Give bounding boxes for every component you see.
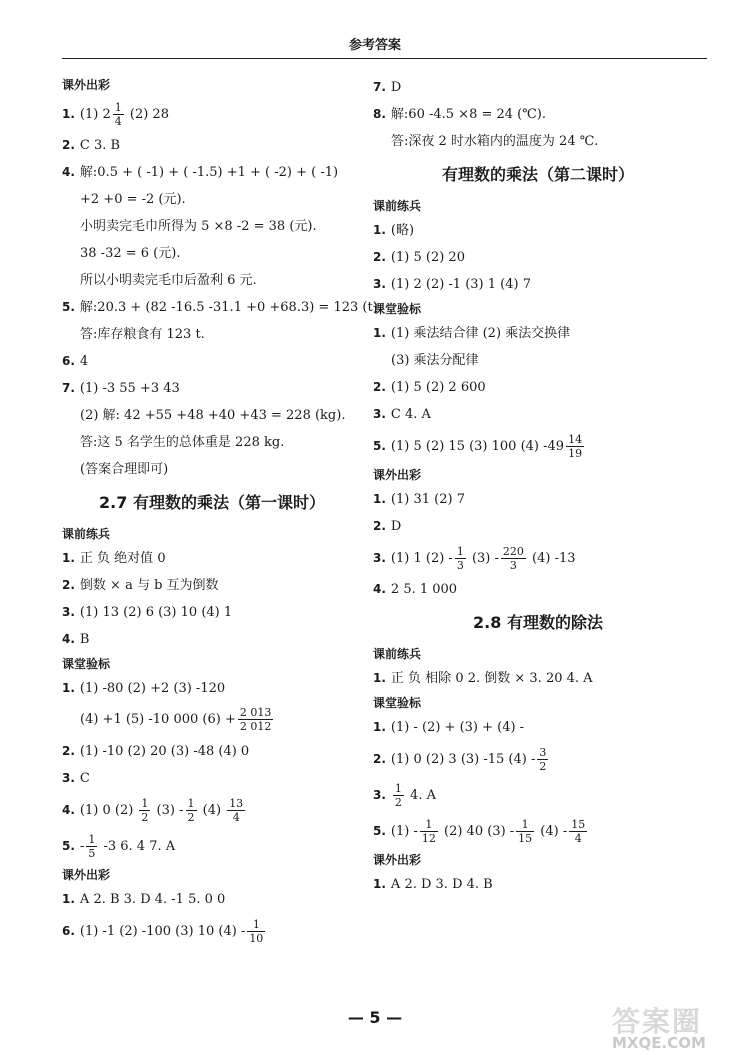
answer-line	[373, 813, 703, 849]
answer-text: (1) -	[390, 824, 418, 839]
fraction-numerator: 1	[456, 545, 464, 558]
item-number: 1.	[373, 877, 386, 891]
item-number: 5.	[62, 300, 75, 314]
answer-text: (1) -1 (2) -100 (3) 10 (4) -	[79, 924, 246, 939]
fraction-denominator: 19	[568, 447, 583, 460]
item-number: 1.	[373, 492, 386, 506]
fraction-numerator: 1	[88, 833, 96, 846]
fraction	[186, 797, 197, 824]
item-number: 5.	[62, 839, 75, 853]
item-number: 5.	[373, 439, 386, 453]
section-title: 课堂验标	[373, 302, 422, 316]
answer-text: (4)	[198, 803, 226, 818]
item-number: 3.	[373, 277, 386, 291]
fraction-numerator: 220	[502, 545, 524, 558]
item-number: 7.	[62, 381, 75, 395]
answer-text: (4) +1 (5) -10 000 (6) +	[80, 712, 236, 727]
section-title: 课外出彩	[373, 853, 422, 867]
fraction	[247, 918, 265, 945]
fraction-denominator: 2	[394, 796, 402, 809]
item-number: 1.	[62, 107, 75, 121]
fraction-numerator: 1	[425, 818, 433, 831]
item-number: 1.	[62, 892, 75, 906]
fraction-denominator: 3	[501, 558, 526, 572]
answer-text: 正 负 相除 0 2. 倒数 × 3. 20 4. A	[390, 671, 593, 686]
answer-text: A 2. B 3. D 4. -1 5. 0 0	[79, 892, 226, 907]
section-title: 课前练兵	[373, 199, 422, 213]
answer-line	[62, 96, 362, 132]
answer-line	[373, 576, 703, 603]
answer-line: 38 -32 = 6 (元).	[80, 246, 181, 261]
answer-text: (2) 28	[125, 107, 169, 122]
answer-text: 4. A	[405, 788, 436, 803]
section-title: 课外出彩	[62, 78, 111, 92]
item-number: 2.	[62, 138, 75, 152]
fraction	[139, 797, 150, 824]
answer-line: (答案合理即可)	[80, 462, 169, 477]
answer-text: 正 负 绝对值 0	[79, 551, 166, 566]
item-number: 2.	[373, 380, 386, 394]
fraction-denominator: 10	[249, 932, 264, 945]
answer-line	[373, 871, 703, 898]
fraction-denominator: 3	[456, 559, 464, 572]
fraction-denominator: 12	[421, 832, 436, 845]
answer-text: (略)	[390, 223, 415, 238]
fraction-numerator: 15	[571, 818, 586, 831]
answer-line	[373, 714, 703, 741]
answer-text: D	[390, 519, 402, 534]
fraction	[227, 797, 245, 824]
header-rule	[62, 58, 707, 59]
answer-line	[373, 374, 703, 401]
answer-text: (1) 5 (2) 20	[390, 250, 465, 265]
answer-line: 答:深夜 2 时水箱内的温度为 24 ℃.	[391, 134, 599, 149]
answer-text: A 2. D 3. D 4. B	[390, 877, 493, 892]
fraction	[516, 818, 534, 845]
section-title: 课堂验标	[373, 696, 422, 710]
answer-text: (3) -	[152, 803, 184, 818]
item-number: 2.	[62, 578, 75, 592]
answer-line	[62, 792, 362, 828]
chapter-title: 2.8 有理数的除法	[473, 613, 603, 632]
fraction	[86, 833, 97, 860]
left-column	[62, 74, 382, 949]
answer-text: (1) 5 (2) 2 600	[390, 380, 486, 395]
answer-line	[373, 741, 703, 777]
answer-text: 倒数 × a 与 b 互为倒数	[79, 578, 219, 593]
item-number: 2.	[62, 744, 75, 758]
item-number: 2.	[373, 519, 386, 533]
answer-text: (1) 0 (2) 3 (3) -15 (4) -	[390, 752, 536, 767]
fraction	[537, 746, 548, 773]
answer-text: 解:0.5 + ( -1) + ( -1.5) +1 + ( -2) + ( -1)	[79, 165, 339, 180]
answer-line	[62, 545, 362, 572]
fraction-numerator: 1	[141, 797, 149, 810]
chapter-title: 2.7 有理数的乘法（第一课时）	[99, 493, 325, 512]
item-number: 1.	[62, 551, 75, 565]
answer-line	[373, 401, 703, 428]
answer-text: (1) 13 (2) 6 (3) 10 (4) 1	[79, 605, 233, 620]
fraction	[113, 101, 124, 128]
answer-line	[373, 513, 703, 540]
fraction-denominator: 4	[569, 831, 587, 845]
fraction	[501, 545, 526, 572]
answer-line	[62, 675, 362, 702]
watermark-text: MXQE.COM	[612, 1034, 706, 1052]
answer-line	[62, 159, 362, 186]
answer-line	[373, 217, 703, 244]
chapter-title: 有理数的乘法（第二课时）	[441, 165, 634, 184]
fraction	[566, 433, 584, 460]
fraction	[455, 545, 466, 572]
fraction-numerator: 1	[252, 918, 260, 931]
answer-line	[62, 765, 362, 792]
answer-text: (1) - (2) + (3) + (4) -	[390, 720, 525, 735]
fraction-denominator: 4	[114, 115, 122, 128]
item-number: 1.	[373, 326, 386, 340]
answer-line	[62, 599, 362, 626]
answer-line: +2 +0 = -2 (元).	[80, 192, 186, 207]
answer-line	[62, 738, 362, 765]
fraction-numerator: 14	[568, 433, 583, 446]
answer-line: 小明卖完毛巾所得为 5 ×8 -2 = 38 (元).	[80, 219, 317, 234]
item-number: 3.	[373, 788, 386, 802]
answer-line: (2) 解: 42 +55 +48 +40 +43 = 228 (kg).	[80, 408, 346, 423]
section-title: 课前练兵	[373, 647, 422, 661]
item-number: 3.	[62, 605, 75, 619]
answer-text: (1) -3 55 +3 43	[79, 381, 180, 396]
answer-line	[62, 132, 362, 159]
section-title: 课外出彩	[373, 468, 422, 482]
answer-text: (3) -	[467, 551, 499, 566]
answer-text: (4) -	[536, 824, 568, 839]
answer-text: (1) -10 (2) 20 (3) -48 (4) 0	[79, 744, 250, 759]
item-number: 2.	[373, 752, 386, 766]
answer-text: D	[390, 80, 402, 95]
section-title: 课前练兵	[62, 527, 111, 541]
item-number: 2.	[373, 250, 386, 264]
item-number: 4.	[62, 632, 75, 646]
answer-line	[373, 486, 703, 513]
answer-text: 2 5. 1 000	[390, 582, 458, 597]
answer-line	[373, 320, 703, 347]
watermark-logo: 答案圈	[612, 1005, 703, 1038]
answer-text: (1) 0 (2)	[79, 803, 138, 818]
item-number: 3.	[62, 771, 75, 785]
fraction	[420, 818, 438, 845]
answer-line	[373, 271, 703, 298]
answer-text: (2) 40 (3) -	[439, 824, 515, 839]
fraction-numerator: 1	[394, 782, 402, 795]
right-column	[373, 74, 703, 898]
item-number: 3.	[373, 407, 386, 421]
fraction-numerator: 3	[539, 746, 547, 759]
answer-line	[373, 777, 703, 813]
page-number: — 5 —	[347, 1008, 403, 1027]
fraction-denominator: 2	[141, 811, 149, 824]
answer-line	[62, 626, 362, 653]
answer-text: C	[79, 771, 90, 786]
fraction-numerator: 2 013	[239, 706, 272, 719]
answer-line	[373, 244, 703, 271]
fraction-numerator: 1	[521, 818, 529, 831]
answer-line: 答:库存粮食有 123 t.	[80, 327, 205, 342]
answer-text: 解:60 -4.5 ×8 = 24 (℃).	[390, 107, 546, 122]
answer-text: (1) 2	[79, 107, 111, 122]
fraction-denominator: 2	[187, 811, 195, 824]
answer-text: (1) 5 (2) 15 (3) 100 (4) -49	[390, 439, 565, 454]
item-number: 6.	[62, 354, 75, 368]
answer-line	[373, 101, 703, 128]
answer-line	[62, 572, 362, 599]
fraction-numerator: 1	[187, 797, 195, 810]
page-header-title: 参考答案	[348, 38, 401, 53]
fraction-denominator: 5	[88, 847, 96, 860]
item-number: 3.	[373, 551, 386, 565]
section-title: 课外出彩	[62, 868, 111, 882]
answer-line: 所以小明卖完毛巾后盈利 6 元.	[80, 273, 257, 288]
answer-text: (1) -80 (2) +2 (3) -120	[79, 681, 226, 696]
answer-text: 解:20.3 + (82 -16.5 -31.1 +0 +68.3) = 123 (t).	[79, 300, 382, 315]
answer-line	[62, 828, 362, 864]
fraction-denominator: 15	[518, 832, 533, 845]
item-number: 4.	[62, 165, 75, 179]
item-number: 8.	[373, 107, 386, 121]
answer-line	[62, 702, 362, 738]
fraction-denominator: 2	[539, 760, 547, 773]
fraction-denominator: 4	[227, 810, 245, 824]
fraction	[238, 706, 274, 733]
answer-line	[62, 913, 362, 949]
answer-text: (4) -13	[527, 551, 576, 566]
answer-line: 答:这 5 名学生的总体重是 228 kg.	[80, 435, 285, 450]
answer-line: (3) 乘法分配律	[391, 353, 479, 368]
item-number: 1.	[62, 681, 75, 695]
item-number: 1.	[373, 671, 386, 685]
answer-line	[373, 74, 703, 101]
fraction-numerator: 1	[114, 101, 122, 114]
answer-text: (1) 1 (2) -	[390, 551, 453, 566]
fraction	[569, 818, 587, 845]
answer-line	[373, 428, 703, 464]
answer-text: C 4. A	[390, 407, 431, 422]
fraction-denominator: 2 012	[239, 720, 272, 733]
answer-line	[62, 886, 362, 913]
answer-text: -3 6. 4 7. A	[99, 839, 176, 854]
answer-text: (1) 31 (2) 7	[390, 492, 465, 507]
item-number: 6.	[62, 924, 75, 938]
answer-line	[373, 665, 703, 692]
item-number: 1.	[373, 223, 386, 237]
answer-text: 4	[79, 354, 89, 369]
answer-text: B	[79, 632, 90, 647]
fraction-numerator: 13	[229, 797, 244, 810]
answer-text: (1) 乘法结合律 (2) 乘法交换律	[390, 326, 571, 341]
item-number: 4.	[62, 803, 75, 817]
item-number: 7.	[373, 80, 386, 94]
answer-text: -	[79, 839, 85, 854]
item-number: 4.	[373, 582, 386, 596]
fraction	[393, 782, 404, 809]
item-number: 5.	[373, 824, 386, 838]
answer-line	[62, 375, 362, 402]
answer-text: (1) 2 (2) -1 (3) 1 (4) 7	[390, 277, 531, 292]
item-number: 1.	[373, 720, 386, 734]
answer-line	[62, 348, 362, 375]
answer-text: C 3. B	[79, 138, 121, 153]
section-title: 课堂验标	[62, 657, 111, 671]
answer-line	[62, 294, 382, 321]
answer-line	[373, 540, 703, 576]
